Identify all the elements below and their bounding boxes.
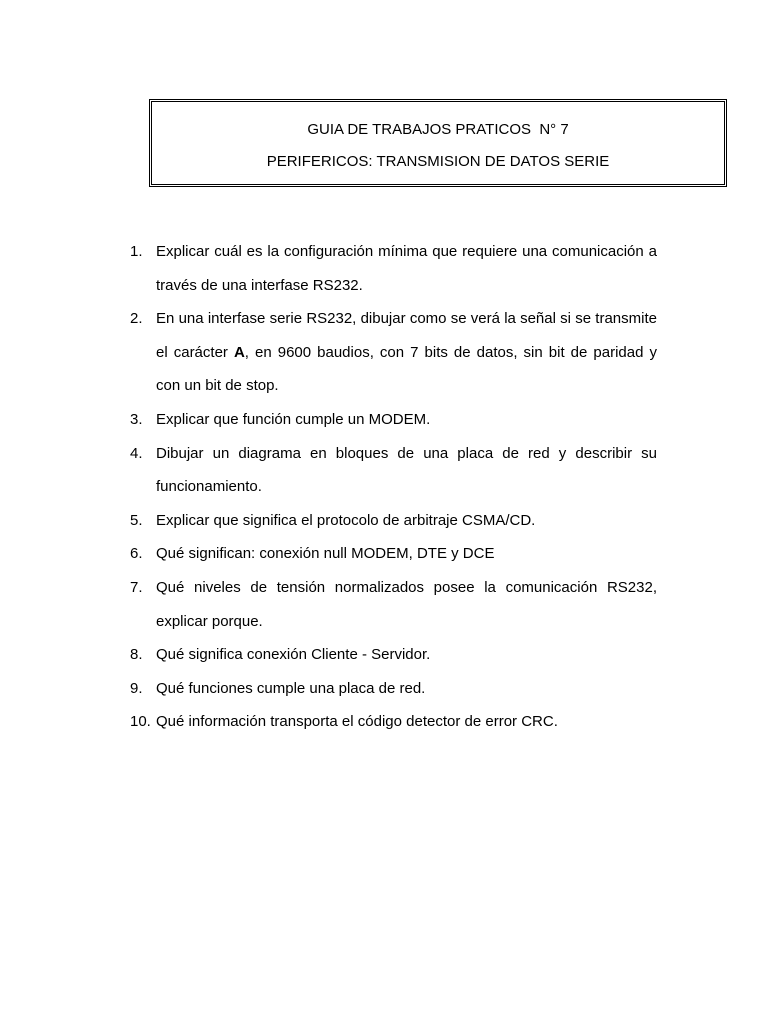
question-item bbox=[130, 235, 657, 302]
question-item bbox=[130, 638, 657, 672]
question-item bbox=[130, 571, 657, 638]
document-subtitle: PERIFERICOS: TRANSMISION DE DATOS SERIE bbox=[266, 153, 610, 170]
question-number: 6. bbox=[130, 545, 143, 563]
question-item bbox=[130, 537, 657, 571]
question-number: 1. bbox=[130, 243, 143, 260]
question-text-part: , en 9600 baudios, con 7 bits de datos, sin bit de paridad y con un bit de stop. bbox=[156, 343, 657, 395]
question-text: Dibujar un diagrama en bloques de una placa de red y describir su funcionamiento. bbox=[156, 444, 657, 496]
document-header-box bbox=[149, 99, 727, 187]
question-text: Qué significa conexión Cliente - Servidor. bbox=[156, 646, 431, 664]
question-number: 3. bbox=[130, 410, 143, 428]
question-list bbox=[130, 235, 657, 739]
question-item bbox=[130, 437, 657, 504]
question-text-part: En una interfase serie RS232, dibujar como se verá la señal si se transmite el carácter bbox=[156, 310, 657, 361]
question-text: Explicar que función cumple un MODEM. bbox=[156, 410, 431, 428]
question-number: 7. bbox=[130, 578, 143, 596]
question-number: 9. bbox=[130, 679, 143, 697]
question-item bbox=[130, 302, 657, 403]
question-text: Explicar que significa el protocolo de arbitraje CSMA/CD. bbox=[156, 511, 536, 529]
question-number: 8. bbox=[130, 646, 143, 664]
question-text bbox=[156, 302, 657, 403]
question-number: 4. bbox=[130, 444, 143, 462]
question-item bbox=[130, 403, 657, 437]
question-text: Explicar cuál es la configuración mínima que requiere una comunicación a través de una interfase RS232. bbox=[156, 243, 657, 294]
question-text: Qué niveles de tensión normalizados posee la comunicación RS232, explicar porque. bbox=[156, 578, 657, 630]
question-number: 2. bbox=[130, 310, 143, 328]
question-text: Qué funciones cumple una placa de red. bbox=[156, 679, 426, 697]
question-item bbox=[130, 672, 657, 706]
document-title: GUIA DE TRABAJOS PRATICOS N° 7 bbox=[307, 121, 569, 138]
question-text: Qué información transporta el código detector de error CRC. bbox=[156, 713, 558, 731]
question-item bbox=[130, 504, 657, 538]
question-text: Qué significan: conexión null MODEM, DTE y DCE bbox=[156, 545, 495, 563]
question-number: 5. bbox=[130, 511, 143, 529]
question-item bbox=[130, 705, 657, 739]
question-text-bold: A bbox=[233, 343, 245, 361]
question-number: 10. bbox=[130, 713, 151, 731]
